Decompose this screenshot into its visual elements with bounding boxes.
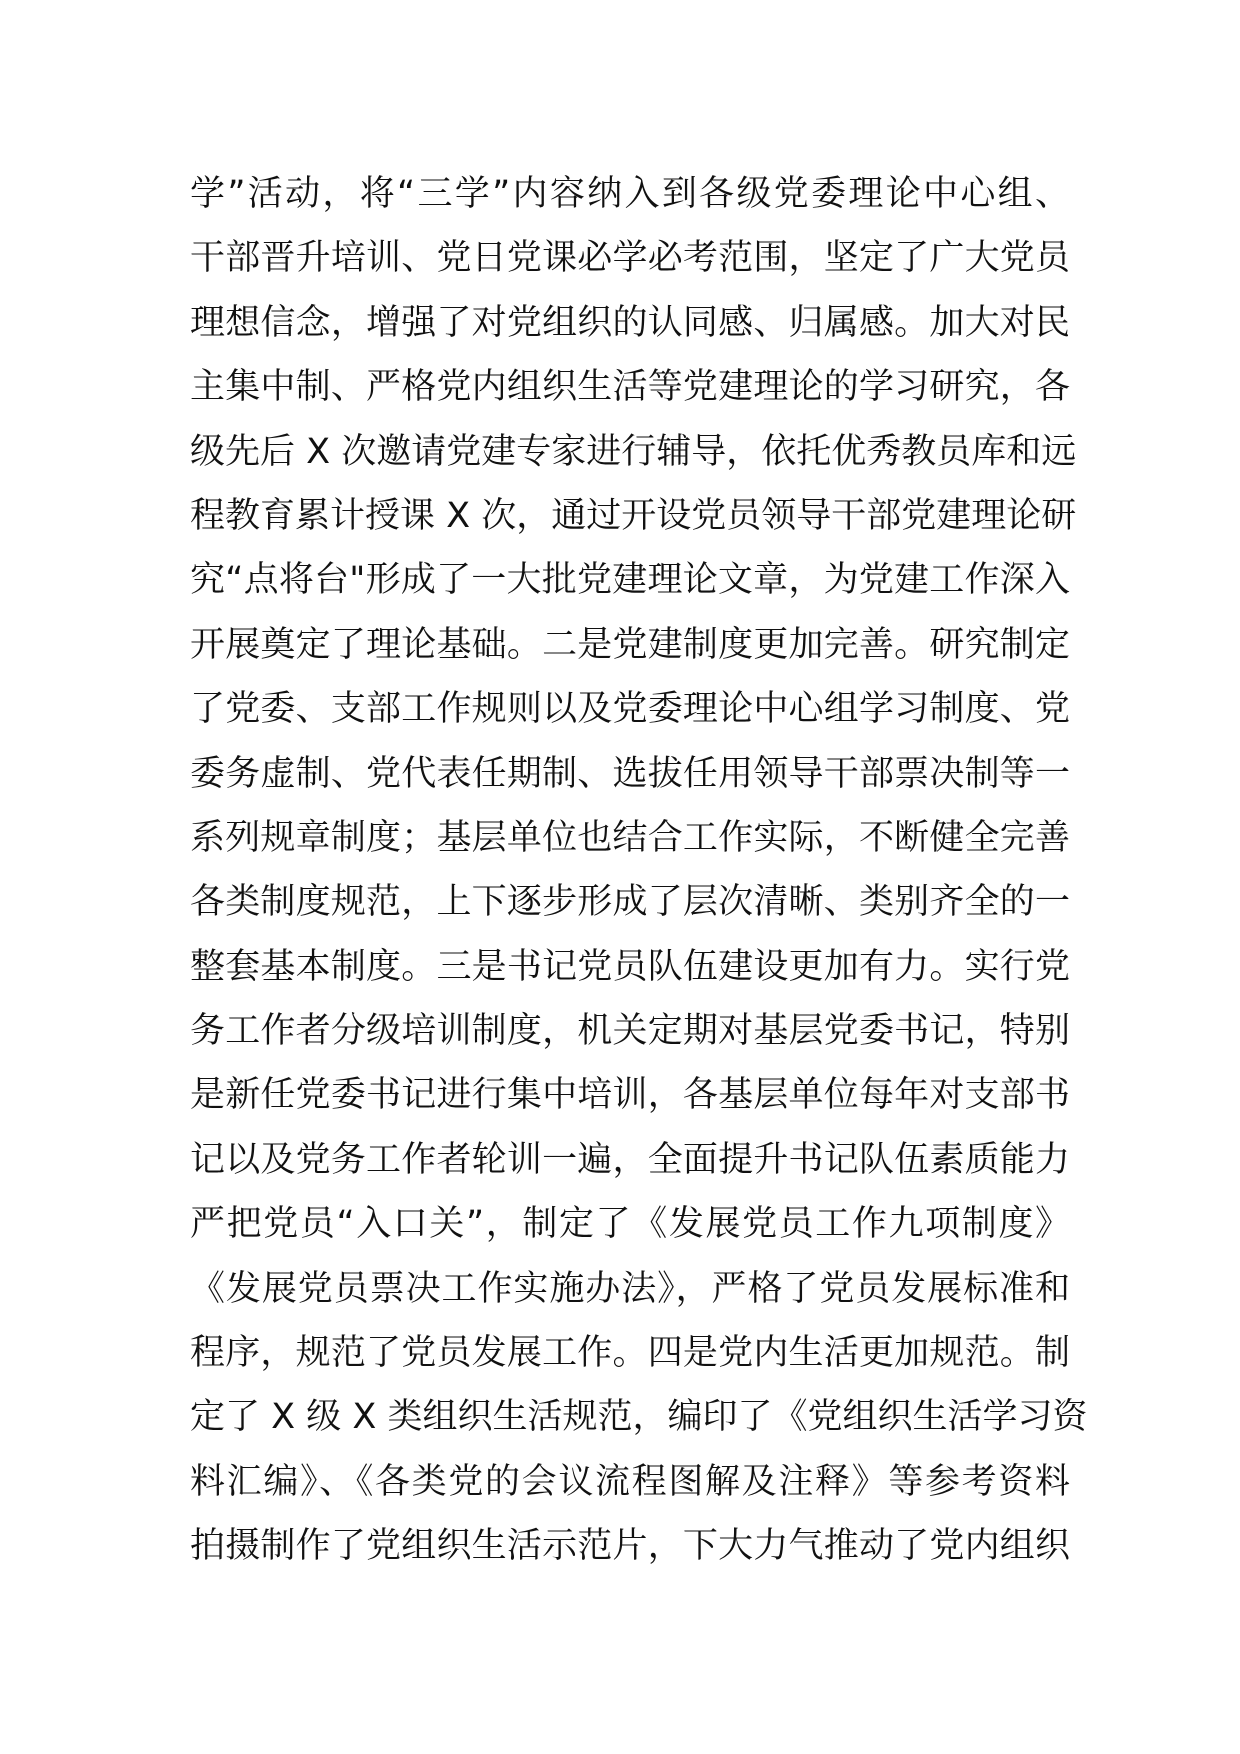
text-line: 开展奠定了理论基础。二是党建制度更加完善。研究制定 (190, 624, 1070, 665)
text-line: 理想信念，增强了对党组织的认同感、归属感。加大对民 (190, 302, 1070, 343)
text-line: 级先后 X 次邀请党建专家进行辅导，依托优秀教员库和远 (190, 431, 1077, 472)
text-line: 记以及党务工作者轮训一遍，全面提升书记队伍素质能力 (190, 1139, 1070, 1180)
text-line: 程序，规范了党员发展工作。四是党内生活更加规范。制 (190, 1333, 1070, 1374)
text-line: 学”活动，将“三学”内容纳入到各级党委理论中心组、 (190, 174, 1070, 214)
text-line: 是新任党委书记进行集中培训，各基层单位每年对支部书 (190, 1075, 1070, 1116)
text-line: 系列规章制度；基层单位也结合工作实际，不断健全完善 (190, 817, 1070, 858)
text-line: 定了 X 级 X 类组织生活规范，编印了《党组织生活学习资 (190, 1397, 1088, 1438)
text-line: 各类制度规范，上下逐步形成了层次清晰、类别齐全的一 (190, 882, 1070, 923)
text-line: 务工作者分级培训制度，机关定期对基层党委书记，特别 (190, 1011, 1070, 1052)
body-paragraph (190, 162, 1088, 1579)
text-line: 拍摄制作了党组织生活示范片，下大力气推动了党内组织 (190, 1526, 1070, 1567)
text-line: 委务虚制、党代表任期制、选拔任用领导干部票决制等一 (190, 753, 1070, 794)
text-line: 了党委、支部工作规则以及党委理论中心组学习制度、党 (190, 689, 1070, 730)
text-line: 料汇编》、《各类党的会议流程图解及注释》等参考资料 (190, 1461, 1070, 1502)
text-line: 干部晋升培训、党日党课必学必考范围，坚定了广大党员 (190, 238, 1070, 279)
text-line: 整套基本制度。三是书记党员队伍建设更加有力。实行党 (190, 946, 1070, 987)
text-line: 程教育累计授课 X 次，通过开设党员领导干部党建理论研 (190, 495, 1077, 536)
text-line: 严把党员“入口关”，制定了《发展党员工作九项制度》 (190, 1204, 1070, 1245)
text-line: 主集中制、严格党内组织生活等党建理论的学习研究，各 (190, 367, 1070, 408)
text-line: 究“点将台"形成了一大批党建理论文章，为党建工作深入 (190, 560, 1070, 601)
text-line: 《发展党员票决工作实施办法》，严格了党员发展标准和 (190, 1268, 1070, 1309)
